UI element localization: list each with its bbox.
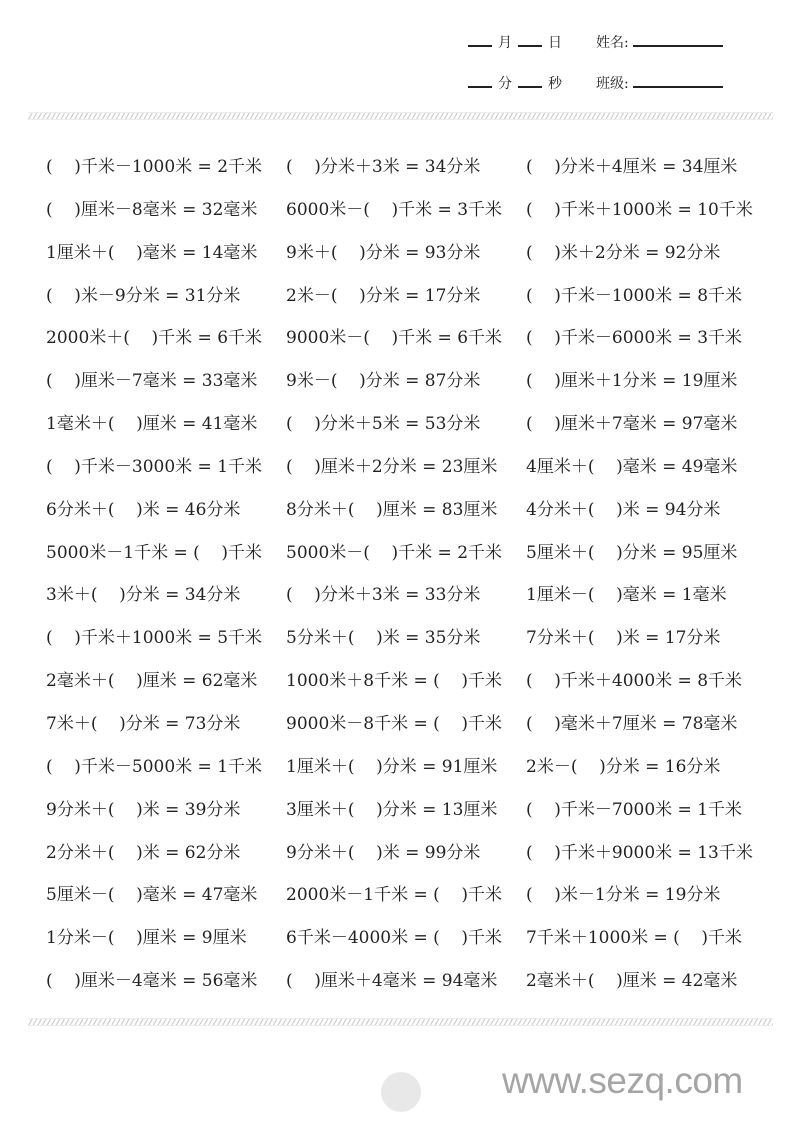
problem-item: 6000米－( )千米 = 3千米 <box>286 199 503 220</box>
problem-item: 5000米－( )千米 = 2千米 <box>286 542 503 563</box>
second-label: 秒 <box>548 76 562 92</box>
problem-item: ( )米＋2分米 = 92分米 <box>526 242 721 263</box>
problem-row <box>46 367 786 410</box>
page-circle-decoration <box>381 1072 421 1112</box>
problem-item: ( )厘米－8毫米 = 32毫米 <box>46 199 258 220</box>
problem-item: 9分米＋( )米 = 99分米 <box>286 842 481 863</box>
problem-row <box>46 410 786 453</box>
problem-item: 5厘米＋( )分米 = 95厘米 <box>526 542 738 563</box>
problem-item: 2毫米＋( )厘米 = 62毫米 <box>46 671 258 692</box>
problem-item: ( )厘米＋1分米 = 19厘米 <box>526 371 738 392</box>
problem-row <box>46 239 786 282</box>
problem-item: ( )千米－7000米 = 1千米 <box>526 799 743 820</box>
problem-row <box>46 839 786 882</box>
second-blank[interactable] <box>518 76 542 88</box>
problem-item: 4分米＋( )米 = 94分米 <box>526 499 721 520</box>
bottom-divider <box>28 1018 773 1026</box>
problem-item: ( )千米－3000米 = 1千米 <box>46 456 263 477</box>
date-name-row <box>468 32 723 52</box>
watermark-text: www.sezq.com <box>502 1060 743 1101</box>
problem-item: ( )米－9分米 = 31分米 <box>46 285 241 306</box>
problem-item: 3厘米＋( )分米 = 13厘米 <box>286 799 498 820</box>
problem-item: ( )千米－1000米 = 8千米 <box>526 285 743 306</box>
problem-row <box>46 967 786 1010</box>
problem-row <box>46 282 786 325</box>
name-label: 姓名: <box>596 35 629 51</box>
problem-item: 5厘米－( )毫米 = 47毫米 <box>46 885 258 906</box>
problem-item: 6千米－4000米 = ( )千米 <box>286 928 503 949</box>
problem-item: 8分米＋( )厘米 = 83厘米 <box>286 499 498 520</box>
month-blank[interactable] <box>468 35 492 47</box>
problem-item: 9000米－8千米 = ( )千米 <box>286 713 503 734</box>
problem-item: 7分米＋( )米 = 17分米 <box>526 628 721 649</box>
class-field[interactable] <box>633 76 723 88</box>
problem-item: ( )千米－5000米 = 1千米 <box>46 756 263 777</box>
problem-item: ( )千米＋1000米 = 5千米 <box>46 628 263 649</box>
minute-blank[interactable] <box>468 76 492 88</box>
day-label: 日 <box>548 35 562 51</box>
problem-item: ( )千米－1000米 = 2千米 <box>46 157 263 177</box>
problem-item: ( )厘米＋2分米 = 23厘米 <box>286 456 498 477</box>
problem-row <box>46 881 786 924</box>
problem-item: ( )分米＋3米 = 33分米 <box>286 585 481 606</box>
day-blank[interactable] <box>518 35 542 47</box>
problem-row <box>46 581 786 624</box>
problem-row <box>46 710 786 753</box>
problem-item: 1000米＋8千米 = ( )千米 <box>286 671 503 692</box>
class-label: 班级: <box>596 76 629 92</box>
problem-row <box>46 324 786 367</box>
top-divider <box>28 112 773 120</box>
problem-item: 2分米＋( )米 = 62分米 <box>46 842 241 863</box>
name-field[interactable] <box>633 35 723 47</box>
problem-item: 9分米＋( )米 = 39分米 <box>46 799 241 820</box>
problem-item: ( )千米－6000米 = 3千米 <box>526 328 743 349</box>
problem-item: 4厘米＋( )毫米 = 49毫米 <box>526 456 738 477</box>
problem-row <box>46 796 786 839</box>
problem-item: ( )千米＋1000米 = 10千米 <box>526 199 753 220</box>
problem-item: 2米－( )分米 = 16分米 <box>526 756 721 777</box>
problem-item: ( )千米＋9000米 = 13千米 <box>526 842 753 863</box>
problem-item: ( )分米＋3米 = 34分米 <box>286 157 481 177</box>
problem-item: 5000米－1千米 = ( )千米 <box>46 542 263 563</box>
problem-row <box>46 196 786 239</box>
problem-item: 1分米－( )厘米 = 9厘米 <box>46 928 247 949</box>
problem-row <box>46 753 786 796</box>
problem-item: ( )厘米－7毫米 = 33毫米 <box>46 371 258 392</box>
problem-item: 1毫米＋( )厘米 = 41毫米 <box>46 414 258 435</box>
problem-item: 6分米＋( )米 = 46分米 <box>46 499 241 520</box>
problem-item: ( )分米＋4厘米 = 34厘米 <box>526 157 738 177</box>
problem-grid <box>46 153 786 1010</box>
problem-item: ( )厘米＋4毫米 = 94毫米 <box>286 971 498 992</box>
month-label: 月 <box>498 35 512 51</box>
problem-row <box>46 624 786 667</box>
problem-item: 2000米－1千米 = ( )千米 <box>286 885 503 906</box>
problem-item: 2毫米＋( )厘米 = 42毫米 <box>526 971 738 992</box>
problem-item: 2米－( )分米 = 17分米 <box>286 285 481 306</box>
problem-row <box>46 539 786 582</box>
problem-item: 5分米＋( )米 = 35分米 <box>286 628 481 649</box>
problem-row <box>46 453 786 496</box>
problem-row <box>46 667 786 710</box>
problem-item: ( )厘米＋7毫米 = 97毫米 <box>526 414 738 435</box>
problem-row <box>46 496 786 539</box>
problem-item: 1厘米－( )毫米 = 1毫米 <box>526 585 727 606</box>
problem-row <box>46 153 786 196</box>
problem-item: ( )分米＋5米 = 53分米 <box>286 414 481 435</box>
problem-item: 7千米＋1000米 = ( )千米 <box>526 928 743 949</box>
problem-row <box>46 924 786 967</box>
problem-item: ( )毫米＋7厘米 = 78毫米 <box>526 713 738 734</box>
problem-item: 2000米＋( )千米 = 6千米 <box>46 328 263 349</box>
problem-item: 7米＋( )分米 = 73分米 <box>46 713 241 734</box>
problem-item: 1厘米＋( )分米 = 91厘米 <box>286 756 498 777</box>
minute-label: 分 <box>498 76 512 92</box>
problem-item: 9米＋( )分米 = 93分米 <box>286 242 481 263</box>
problem-item: ( )厘米－4毫米 = 56毫米 <box>46 971 258 992</box>
problem-item: 9000米－( )千米 = 6千米 <box>286 328 503 349</box>
time-class-row <box>468 73 723 93</box>
problem-item: 9米－( )分米 = 87分米 <box>286 371 481 392</box>
problem-item: ( )千米＋4000米 = 8千米 <box>526 671 743 692</box>
problem-item: 1厘米＋( )毫米 = 14毫米 <box>46 242 258 263</box>
problem-item: 3米＋( )分米 = 34分米 <box>46 585 241 606</box>
problem-item: ( )米－1分米 = 19分米 <box>526 885 721 906</box>
